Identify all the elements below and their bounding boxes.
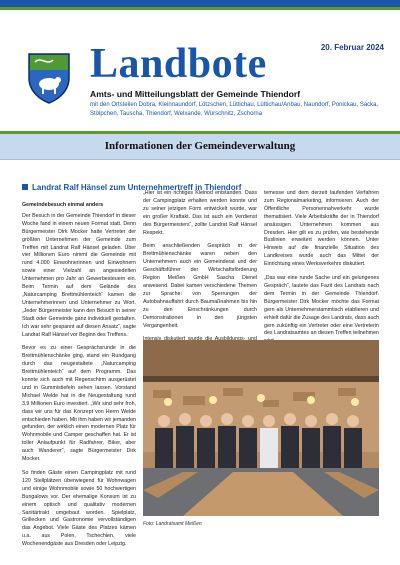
group-photo-illustration [143, 340, 379, 516]
article-subheading: Gemeindebesuch einmal anders [22, 202, 104, 208]
paragraph: „Hier ist ein richtiges Kleinod entstanden. Dass der Campingplatz erhalten werden konnte und zu seiner jetzigen Form entwickelt wurde, war ein großer Kraftakt. Das ist auch ein Verdienst des Bürgermeisters“, zollte Landrat Ralf Hänsel Respekt. [143, 190, 257, 236]
paragraph: Der Besuch in der Gemeinde Thiendorf in dieser Woche fand in einem neuen Format statt. Denn Bürgermeister Dirk Mocker hatte Vertreter der größten Unternehmen der Gemeinde zum Treffen mit Landrat Ralf Hänsel geladen. Über vier Millionen Euro nimmt die Gemeinde mit rund 4.000 Einwohnerinnen und Einwohnern sowie einer Vielzahl an angesiedelten Unternehmen pro Jahr an Gewerbesteuern ein. Beim Termin auf dem Gelände des „Naturcamping Brettmühlenteich“ kamen die Unternehmerinnen und Unternehmer zu Wort. „Jeder Bürgermeister kann den Besuch in seiner Stadt oder Gemeinde ganz individuell gestalten. Ich war sehr gespannt auf diesen Ansatz“, sagte Landrat Ralf Hänsel vor Beginn des Treffens. [22, 212, 136, 338]
paragraph: „Das war eine runde Sache und ein gelungenes Gespräch“, lautete das Fazit des Landrats nach dem Termin in der Gemeinde Thiendorf. Bürgermeister Dirk Mocker möchte das Format gern als Unternehmerstammtisch etablieren und erhielt dafür die Zusage des Landrats, dass auch gern zukünftig ein Vertreter oder eine Vertreterin des Landratsamtes an diesen Treffen teilnehmen [264, 275, 379, 337]
bullet-square-icon [22, 184, 28, 190]
article-column-1 [22, 202, 136, 555]
article-column-3 [264, 190, 379, 352]
masthead [0, 10, 400, 125]
photo-caption: Foto: Landratsamt Meißen [143, 521, 202, 527]
top-blue-stripe [0, 0, 400, 7]
issue-date: 20. Februar 2024 [320, 43, 384, 52]
town-list: mit den Ortsteilen Dobra, Kleinnaundorf, Lötzschen, Lüttichau, Lüttichau/Anbau, Naundorf, Ponickau, Sacka, Stölpchen, Tauscha, Thiendorf, Welxande, Würschnitz, Zschorna [90, 102, 379, 117]
section-header [0, 134, 400, 160]
coat-of-arms-icon [27, 52, 71, 104]
paragraph: So finden Gäste einen Campingplatz mit rund 120 Stellplätzen überwiegend für Wohnwagen und einige Wohnmobile sowie 50 hochwertigen Bungalows vor. Der ehemalige Konsum ist zu einem optisch und qualitativ modernen Sanitärtrakt umgebaut worden. Spielplatz, Grillecken und Gastronomie vervollständigen das Angebot. Viele Gäste des Platzes kämen u.a. aus Polen, Tschechien, viele Wochenendgäste aus Dresden oder Leipzig. [22, 470, 136, 548]
paragraph: Beim anschließenden Gespräch in der Brettmühlenschänke waren neben den Unternehmern auch ein Gemeinderat und der Geschäftsführer der Wirtschaftsförderung Region Meißen GmbH Sascha Dienel anwesend. Dabei kamen verschiedene Themen zur Sprache: von Sperrungen der Autobahnauffahrt durch Baumaßnahmen bis hin zu den Einschränkungen durch Demonstrationen in den jüngsten Vergangenheit. [143, 243, 257, 329]
newspaper-subtitle: Amts- und Mitteilungsblatt der Gemeinde Thiendorf [90, 89, 301, 99]
group-photo [143, 340, 379, 516]
paragraph: temesse und dem derzeit laufenden Verfahren zum Regionalmarketing, informieren. Auch der Öffentliche Personennahverkehr wurde thematisiert. Viele Arbeitskräfte der in Thiendorf ansässigen Unternehmen kommen aus Dresden. Hier gilt es zu prüfen, wie bestehende Buslinien erweitert werden können. Unter Hinweis auf die finanzielle Situation des Landkreises wurde auch das Mittel der Einrichtung eines Werksverkehrs diskutiert. [264, 190, 379, 268]
newspaper-title: Landbote [90, 41, 267, 87]
paragraph: Bevor es zu einer Gesprächsrunde in die Brettmühlenschänke ging, stand ein Rundgang durch das neugestaltete „Naturcamping Brettmühlenteich“ auf dem Programm. Das konnte sich auch mit Regenschirm ausgerüstet und in Gummistiefeln sehen lassen. Vorstand Michael Welde hat in die Neugestaltung rund 3,9 Millionen Euro investiert. „Wir sind sehr froh, dass wir uns für das Konzept von Herrn Welde entschieden haben. Mit ihm haben wir jemanden gefunden, der wirklich einen modernen Platz für Wohnmobile und Camper geschaffen hat. Er ist toller Anlaufpunkt für Radfahrer, Biker, aber auch Wanderer“, sagte Bürgermeister Dirk Mocker. [22, 345, 136, 463]
section-title: Informationen der Gemeindeverwaltung [104, 140, 296, 152]
headline-text: Landrat Ralf Hänsel zum Unternehmertreff in Thiendorf [32, 183, 242, 192]
